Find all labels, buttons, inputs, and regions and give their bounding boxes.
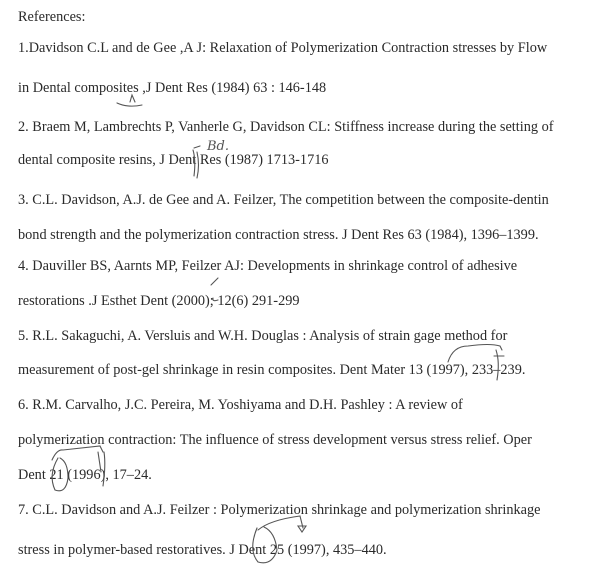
reference-line: 1.Davidson C.L and de Gee ,A J: Relaxation of Polymerization Contraction stresses by Flow <box>18 40 548 56</box>
reference-line: 5. R.L. Sakaguchi, A. Versluis and W.H. Douglas : Analysis of strain gage method for <box>18 328 508 344</box>
references-heading: References: <box>18 9 86 25</box>
reference-line: 7. C.L. Davidson and A.J. Feilzer : Polymerization shrinkage and polymerization shrinkage <box>18 502 541 518</box>
reference-line: stress in polymer-based restoratives. J Dent 25 (1997), 435–440. <box>18 542 387 558</box>
handwritten-note: Bd. <box>207 139 230 154</box>
insert-mark <box>117 95 142 106</box>
reference-line: 2. Braem M, Lambrechts P, Vanherle G, Davidson CL: Stiffness increase during the setting of <box>18 119 554 135</box>
reference-line: polymerization contraction: The influence of stress development versus stress relief. Oper <box>18 432 532 448</box>
reference-line: 3. C.L. Davidson, A.J. de Gee and A. Feilzer, The competition between the composite-dentin <box>18 192 549 208</box>
insert-arrow-mark <box>258 516 306 532</box>
reference-line: restorations .J Esthet Dent (2000); 12(6) 291-299 <box>18 293 300 309</box>
reference-line: bond strength and the polymerization contraction stress. J Dent Res 63 (1984), 1396–1399. <box>18 227 539 243</box>
reference-line: dental composite resins, J Dent Res (1987) 1713-1716 <box>18 152 329 168</box>
reference-line: in Dental composites ,J Dent Res (1984) 63 : 146-148 <box>18 80 327 96</box>
reference-line: measurement of post-gel shrinkage in resin composites. Dent Mater 13 (1997), 233–239. <box>18 362 526 378</box>
reference-line: 6. R.M. Carvalho, J.C. Pereira, M. Yoshiyama and D.H. Pashley : A review of <box>18 397 463 413</box>
reference-line: Dent 21 (1996), 17–24. <box>18 467 152 483</box>
reference-line: 4. Dauviller BS, Aarnts MP, Feilzer AJ: Developments in shrinkage control of adhesive <box>18 258 518 274</box>
